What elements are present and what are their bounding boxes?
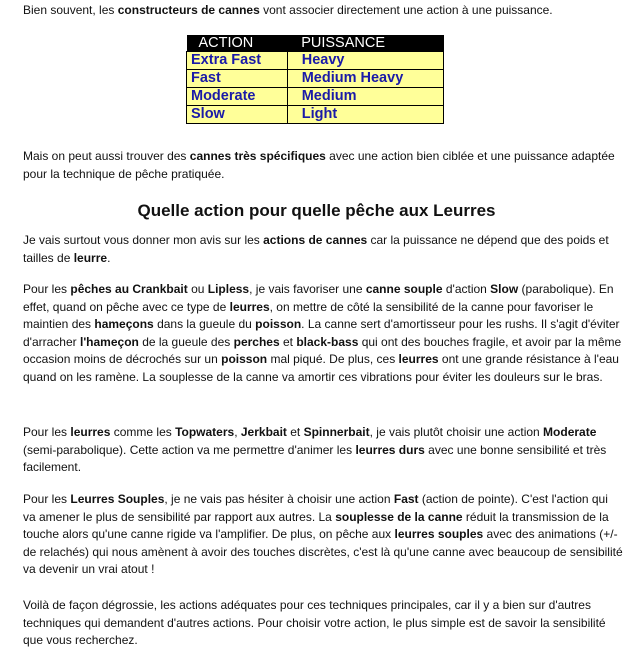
action-cell: Extra Fast (187, 52, 288, 70)
action-cell: Moderate (187, 88, 288, 106)
souples-paragraph: Pour les Leurres Souples, je ne vais pas hésiter à choisir une action Fast (action de pointe). C'est l'action qui va amener le plus de sensibilité par rapport aux autres. La souplesse de la canne réduit la transmission de la touche alors qu'une canne rigide va l'amplifier. De plus, on pêche aux leurres souples avec des animations (+/- de relachés) qui nous amènent à avoir des touches discrètes, c'est là qu'une canne avec beaucoup de sensibilité va devenir un vrai atout ! (23, 492, 623, 576)
header-action: ACTION (187, 35, 288, 52)
table-header-row (187, 35, 444, 52)
table-row (187, 52, 444, 70)
intro-paragraph: Bien souvent, les constructeurs de cannes vont associer directement une action à une puissance. (23, 3, 553, 17)
power-cell: Medium Heavy (287, 70, 443, 88)
power-cell: Heavy (287, 52, 443, 70)
table-row (187, 70, 444, 88)
action-cell: Slow (187, 106, 288, 124)
specific-paragraph: Mais on peut aussi trouver des cannes très spécifiques avec une action bien ciblée et une puissance adaptée pour la technique de pêche pratiquée. (23, 149, 615, 181)
header-puissance: PUISSANCE (287, 35, 443, 52)
section-heading: Quelle action pour quelle pêche aux Leurres (137, 201, 496, 220)
table-row (187, 106, 444, 124)
topwater-paragraph: Pour les leurres comme les Topwaters, Jerkbait et Spinnerbait, je vais plutôt choisir une action Moderate (semi-parabolique). Cette action va me permettre d'animer les leurres durs avec une bonne sensibilité et très facilement. (23, 425, 607, 474)
action-power-table (186, 35, 444, 124)
action-cell: Fast (187, 70, 288, 88)
table-row (187, 88, 444, 106)
avis-paragraph: Je vais surtout vous donner mon avis sur les actions de cannes car la puissance ne dépend que des poids et tailles de leurre. (23, 233, 609, 265)
power-cell: Medium (287, 88, 443, 106)
crankbait-paragraph: Pour les pêches au Crankbait ou Lipless, je vais favoriser une canne souple d'action Slow (parabolique). En effet, quand on pêche avec ce type de leurres, on mettre de côté la sensibilité de la canne pour favoriser le maintien des hameçons dans la gueule du poisson. La canne sert d'amortisseur pour les rushs. Il s'agit d'éviter d'arracher l'hameçon de la gueule des perches et black-bass qui ont des bouches fragile, et avoir par la même occasion moins de décrochés sur un poisson mal piqué. De plus, ces leurres ont une grande résistance à l'eau quand on les ramène. La souplesse de la canne va amortir ces vibrations pour éviter les douleurs sur le bras. (23, 282, 622, 384)
conclusion-paragraph: Voilà de façon dégrossie, les actions adéquates pour ces techniques principales, car il y a bien sur d'autres techniques qui demandent d'autres actions. Pour choisir votre action, le plus simple est de savoir la sensibilité que vous recherchez. (23, 598, 606, 647)
power-cell: Light (287, 106, 443, 124)
